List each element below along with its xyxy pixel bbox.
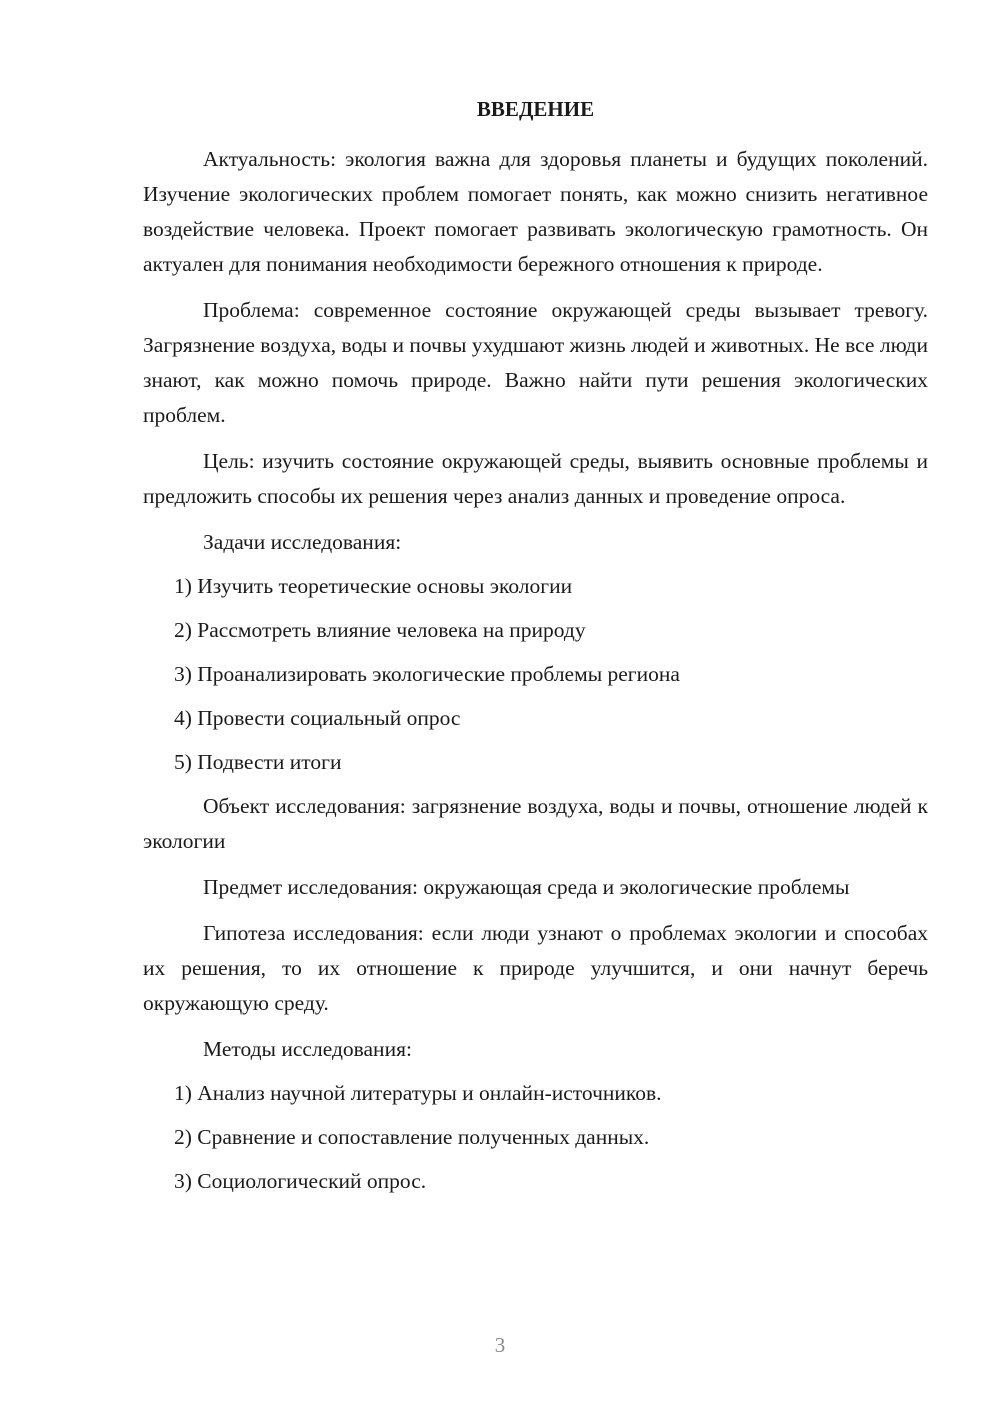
- page-number: 3: [494, 1333, 506, 1357]
- methods-list-item: 3) Социологический опрос.: [174, 1169, 427, 1193]
- paragraph-object: Объект исследования: загрязнение воздуха, воды и почвы, отношение людей к экологии: [143, 794, 928, 853]
- methods-list-item: 2) Сравнение и сопоставление полученных данных.: [174, 1125, 650, 1149]
- paragraph-hypothesis: Гипотеза исследования: если люди узнают о проблемах экологии и способах их решения, то их отношение к природе улучшится, и они начнут беречь окружающую среду.: [143, 921, 928, 1015]
- methods-heading: Методы исследования:: [203, 1037, 412, 1061]
- tasks-list-item: 4) Провести социальный опрос: [174, 706, 461, 730]
- tasks-list-item: 3) Проанализировать экологические проблемы региона: [174, 662, 680, 686]
- document-page: [143, 92, 928, 1208]
- tasks-heading: Задачи исследования:: [203, 530, 402, 554]
- tasks-list-item: 5) Подвести итоги: [174, 750, 342, 774]
- tasks-list-item: 2) Рассмотреть влияние человека на природу: [174, 618, 586, 642]
- paragraph-relevance: Актуальность: экология важна для здоровья планеты и будущих поколений. Изучение экологических проблем помогает понять, как можно снизить негативное воздействие человека. Проект помогает развивать экологическую грамотность. Он актуален для понимания необходимости бережного отношения к природе.: [143, 147, 928, 276]
- page-title: ВВЕДЕНИЕ: [476, 97, 595, 121]
- paragraph-problem: Проблема: современное состояние окружающей среды вызывает тревогу. Загрязнение воздуха, воды и почвы ухудшают жизнь людей и животных. Не все люди знают, как можно помочь природе. Важно найти пути решения экологических проблем.: [143, 298, 928, 427]
- methods-list-item: 1) Анализ научной литературы и онлайн-источников.: [174, 1081, 662, 1105]
- tasks-list-item: 1) Изучить теоретические основы экологии: [174, 574, 573, 598]
- paragraph-subject: Предмет исследования: окружающая среда и экологические проблемы: [203, 875, 850, 899]
- paragraph-goal: Цель: изучить состояние окружающей среды, выявить основные проблемы и предложить способы их решения через анализ данных и проведение опроса.: [143, 449, 928, 508]
